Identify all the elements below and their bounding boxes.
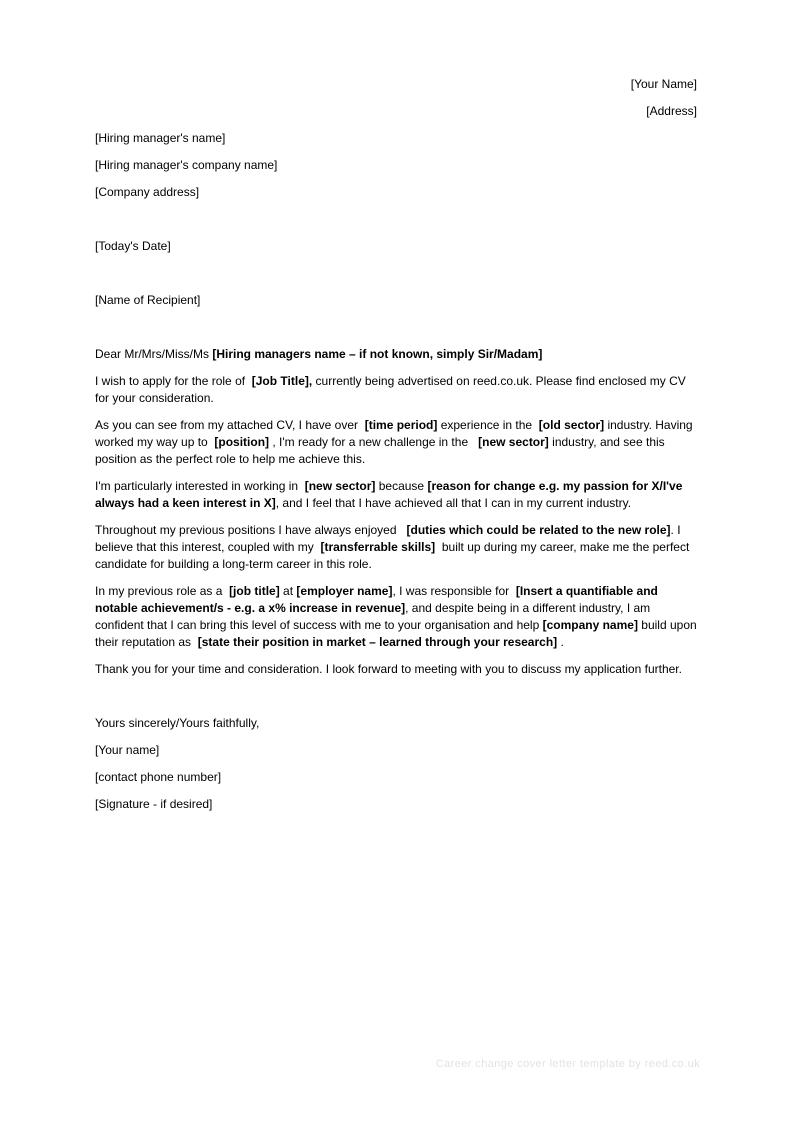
company-address-text: [Company address]: [95, 185, 200, 199]
paragraph-duties: [95, 522, 697, 573]
employer-name-placeholder: [employer name]: [296, 584, 393, 598]
salutation-line: [95, 346, 697, 363]
recipient-company-name-line: [95, 157, 697, 174]
job-title-placeholder: [Job Title],: [251, 374, 313, 388]
salutation-text: Dear Mr/Mrs/Miss/Ms: [95, 347, 213, 361]
recipient-hiring-manager-name-line: [95, 130, 697, 147]
reason-for-change-placeholder: [reason for change e.g. my passion for X/I've always had a keen interest in X]: [95, 479, 686, 510]
sender-name-line: [95, 76, 697, 93]
body-text: , I was responsible for: [392, 584, 516, 598]
time-period-placeholder: [time period]: [364, 418, 438, 432]
job-title-placeholder: [job title]: [229, 584, 280, 598]
body-text: Throughout my previous positions I have always enjoyed: [95, 523, 407, 537]
body-text: , and despite being in a different industry, I am confident that I can bring this level of success with me to your organisation and help: [95, 601, 654, 632]
recipient-name-line: [95, 292, 697, 309]
name-of-recipient-text: [Name of Recipient]: [95, 293, 201, 307]
body-text: industry, and see this position as the perfect role to help me achieve this.: [95, 435, 668, 466]
sender-address-line: [95, 103, 697, 120]
body-text: .: [557, 635, 564, 649]
sign-off-text: Yours sincerely/Yours faithfully,: [95, 716, 260, 730]
blank-line: [95, 265, 697, 282]
achievement-placeholder: [Insert a quantifiable and notable achievement/s - e.g. a x% increase in revenue]: [95, 584, 662, 615]
body-text: experience in the: [437, 418, 539, 432]
blank-line: [95, 688, 697, 705]
body-text: , I'm ready for a new challenge in the: [269, 435, 479, 449]
paragraph-achievement: [95, 583, 701, 651]
body-text: . I believe that this interest, coupled with my: [95, 523, 684, 554]
closing-name-line: [95, 742, 697, 759]
body-text: I wish to apply for the role of: [95, 374, 252, 388]
closing-phone-line: [95, 769, 697, 786]
closing-signature-text: [Signature - if desired]: [95, 797, 213, 811]
paragraph-thanks: [95, 661, 697, 678]
blank-line: [95, 319, 697, 336]
market-position-placeholder: [state their position in market – learned through your research]: [197, 635, 558, 649]
body-text: currently being advertised on reed.co.uk. Please find enclosed my CV for your consideration.: [95, 374, 690, 405]
body-text: built up during my career, make me the perfect candidate for building a long-term career in this role.: [95, 540, 693, 571]
footer-watermark: Career change cover letter template by reed.co.uk: [435, 1058, 700, 1070]
sender-address-text: [Address]: [646, 104, 697, 118]
closing-name-text: [Your name]: [95, 743, 160, 757]
todays-date-text: [Today's Date]: [95, 239, 171, 253]
body-text: Thank you for your time and consideration. I look forward to meeting with you to discuss my application further.: [95, 662, 682, 676]
duties-placeholder: [duties which could be related to the new role]: [406, 523, 671, 537]
body-text: because: [375, 479, 428, 493]
salutation-placeholder: [Hiring managers name – if not known, simply Sir/Madam]: [212, 347, 543, 361]
position-placeholder: [position]: [214, 435, 270, 449]
body-text: at: [279, 584, 297, 598]
paragraph-interest: [95, 478, 697, 512]
transferrable-skills-placeholder: [transferrable skills]: [320, 540, 436, 554]
paragraph-apply: [95, 373, 697, 407]
body-text: As you can see from my attached CV, I have over: [95, 418, 365, 432]
company-name-placeholder: [company name]: [542, 618, 638, 632]
body-text: industry. Having worked my way up to: [95, 418, 696, 449]
blank-line: [95, 211, 697, 228]
date-line: [95, 238, 697, 255]
hiring-manager-company-text: [Hiring manager's company name]: [95, 158, 278, 172]
body-text: I'm particularly interested in working in: [95, 479, 305, 493]
body-text: build upon their reputation as: [95, 618, 701, 649]
paragraph-experience: [95, 417, 697, 468]
body-text: , and I feel that I have achieved all that I can in my current industry.: [275, 496, 632, 510]
old-sector-placeholder: [old sector]: [538, 418, 605, 432]
closing-signature-line: [95, 796, 697, 813]
recipient-company-address-line: [95, 184, 697, 201]
hiring-manager-name-text: [Hiring manager's name]: [95, 131, 226, 145]
sign-off-line: [95, 715, 697, 732]
new-sector-placeholder: [new sector]: [304, 479, 376, 493]
body-text: In my previous role as a: [95, 584, 230, 598]
sender-name-text: [Your Name]: [630, 77, 697, 91]
new-sector-placeholder: [new sector]: [478, 435, 549, 449]
closing-phone-text: [contact phone number]: [95, 770, 222, 784]
